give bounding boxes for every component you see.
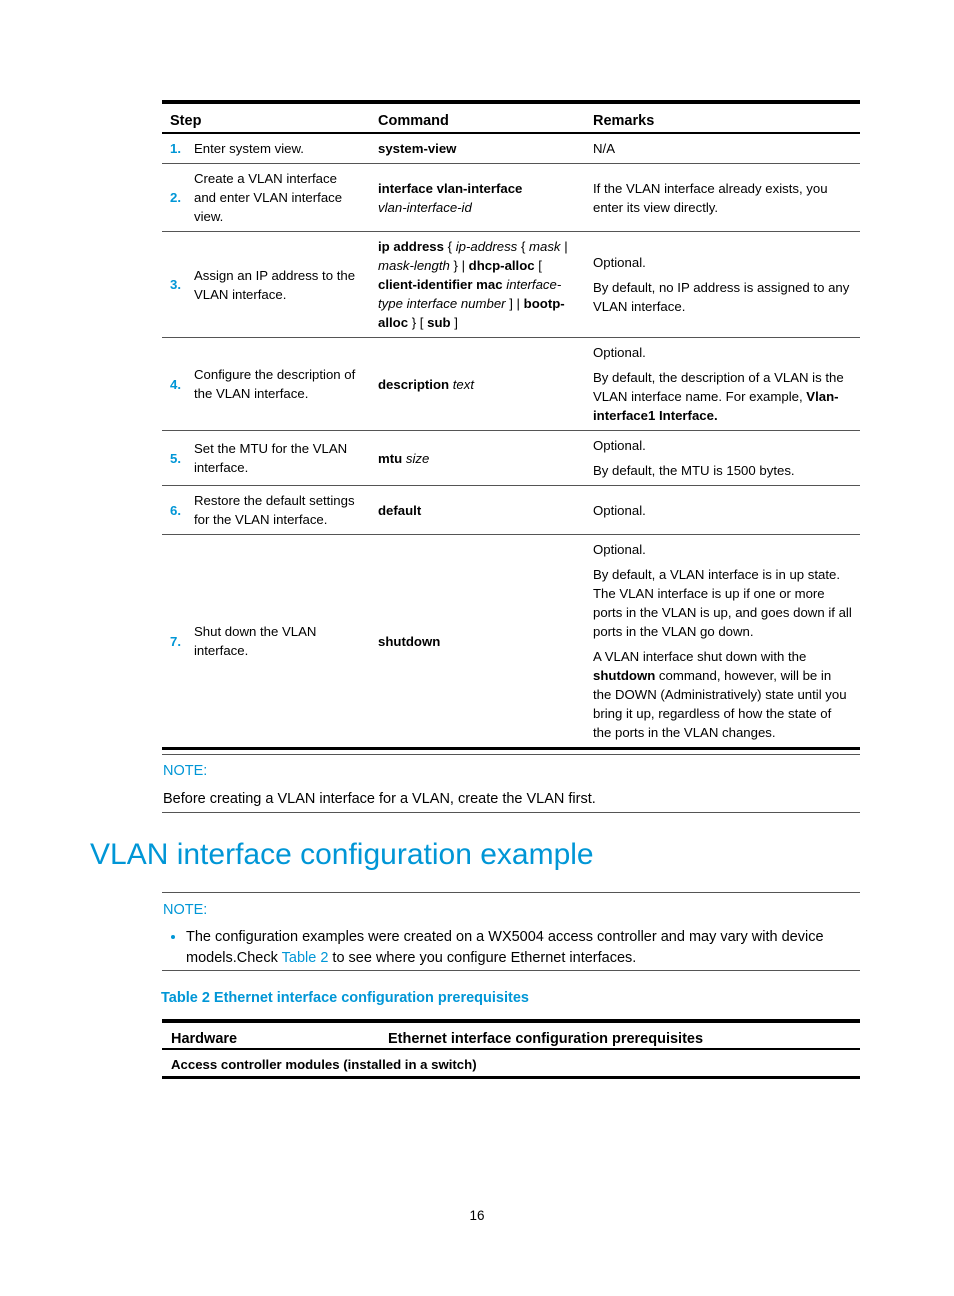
step-description: Assign an IP address to the VLAN interface. bbox=[186, 232, 370, 338]
remark-paragraph: Optional. bbox=[593, 542, 646, 557]
header-step: Step bbox=[162, 102, 370, 133]
table2-caption: Table 2 Ethernet interface configuration prerequisites bbox=[161, 990, 529, 1006]
table2-link[interactable]: Table 2 bbox=[281, 950, 329, 966]
table-row bbox=[162, 431, 860, 486]
note-box-2 bbox=[162, 892, 860, 971]
note-label: NOTE: bbox=[163, 763, 208, 779]
step-description: Set the MTU for the VLAN interface. bbox=[186, 431, 370, 486]
step-number: 5. bbox=[162, 431, 186, 486]
note-label-2: NOTE: bbox=[163, 902, 208, 918]
steps-table-body bbox=[162, 133, 860, 749]
remark-paragraph: Optional. bbox=[593, 255, 646, 270]
step-number: 4. bbox=[162, 338, 186, 431]
step-number: 2. bbox=[162, 164, 186, 232]
table2-cell: Access controller modules (installed in a switch) bbox=[162, 1049, 860, 1078]
table-row bbox=[162, 486, 860, 535]
note-bullet-suffix: to see where you configure Ethernet interfaces. bbox=[328, 950, 637, 966]
step-description: Create a VLAN interface and enter VLAN interface view. bbox=[186, 164, 370, 232]
table-row bbox=[162, 232, 860, 338]
step-command: ip address { ip-address { mask | mask-length } | dhcp-alloc [ client-identifier mac interface-type interface number ] | bootp-alloc } [ sub ] bbox=[370, 232, 585, 338]
page-number: 16 bbox=[469, 1208, 485, 1223]
table2-row bbox=[162, 1049, 860, 1078]
steps-table bbox=[162, 100, 860, 750]
step-remarks bbox=[585, 486, 860, 535]
header-prerequisites: Ethernet interface configuration prerequisites bbox=[379, 1021, 860, 1049]
remark-paragraph: Optional. bbox=[593, 502, 646, 518]
step-remarks bbox=[585, 232, 860, 338]
note-bullet bbox=[186, 927, 860, 969]
step-remarks bbox=[585, 164, 860, 232]
step-command: description text bbox=[370, 338, 585, 431]
table-row bbox=[162, 133, 860, 164]
step-command: interface vlan-interface vlan-interface-id bbox=[370, 164, 585, 232]
step-remarks bbox=[585, 535, 860, 749]
step-remarks bbox=[585, 338, 860, 431]
remark-paragraph: Optional. bbox=[593, 345, 646, 360]
remark-paragraph: If the VLAN interface already exists, you enter its view directly. bbox=[593, 180, 828, 215]
steps-table-header-row bbox=[162, 102, 860, 133]
step-command: shutdown bbox=[370, 535, 585, 749]
step-command: default bbox=[370, 486, 585, 535]
remark-paragraph: Optional. bbox=[593, 438, 646, 453]
remark-paragraph: A VLAN interface shut down with the shutdown command, however, will be in the DOWN (Administratively) state until you bring it up, regardless of how the state of the ports in the VLAN changes. bbox=[593, 649, 847, 740]
remark-paragraph: By default, the MTU is 1500 bytes. bbox=[593, 463, 795, 478]
step-number: 3. bbox=[162, 232, 186, 338]
step-description: Restore the default settings for the VLAN interface. bbox=[186, 486, 370, 535]
step-description: Enter system view. bbox=[186, 133, 370, 164]
table2-header-row bbox=[162, 1021, 860, 1049]
table2 bbox=[162, 1019, 860, 1079]
note-bullet-text: The configuration examples were created on a WX5004 access controller and may vary with device models.Check bbox=[186, 929, 824, 966]
remark-paragraph: By default, the description of a VLAN is the VLAN interface name. For example, Vlan-interface1 Interface. bbox=[593, 370, 844, 423]
table-row bbox=[162, 338, 860, 431]
step-command: system-view bbox=[370, 133, 585, 164]
step-description: Shut down the VLAN interface. bbox=[186, 535, 370, 749]
header-command: Command bbox=[370, 102, 585, 133]
note-box bbox=[162, 754, 860, 813]
remark-paragraph: By default, no IP address is assigned to any VLAN interface. bbox=[593, 280, 850, 314]
step-remarks bbox=[585, 431, 860, 486]
step-number: 6. bbox=[162, 486, 186, 535]
step-number: 1. bbox=[162, 133, 186, 164]
note-list bbox=[162, 927, 860, 969]
step-remarks bbox=[585, 133, 860, 164]
note-text: Before creating a VLAN interface for a VLAN, create the VLAN first. bbox=[163, 791, 596, 807]
header-remarks: Remarks bbox=[585, 102, 860, 133]
header-hardware: Hardware bbox=[162, 1021, 379, 1049]
section-title: VLAN interface configuration example bbox=[90, 838, 594, 871]
step-command: mtu size bbox=[370, 431, 585, 486]
table-row bbox=[162, 164, 860, 232]
remark-paragraph: By default, a VLAN interface is in up state. The VLAN interface is up if one or more ports in the VLAN is up, and goes down if all ports in the VLAN go down. bbox=[593, 567, 852, 639]
step-number: 7. bbox=[162, 535, 186, 749]
table-row bbox=[162, 535, 860, 749]
step-description: Configure the description of the VLAN interface. bbox=[186, 338, 370, 431]
remark-paragraph: N/A bbox=[593, 141, 615, 156]
